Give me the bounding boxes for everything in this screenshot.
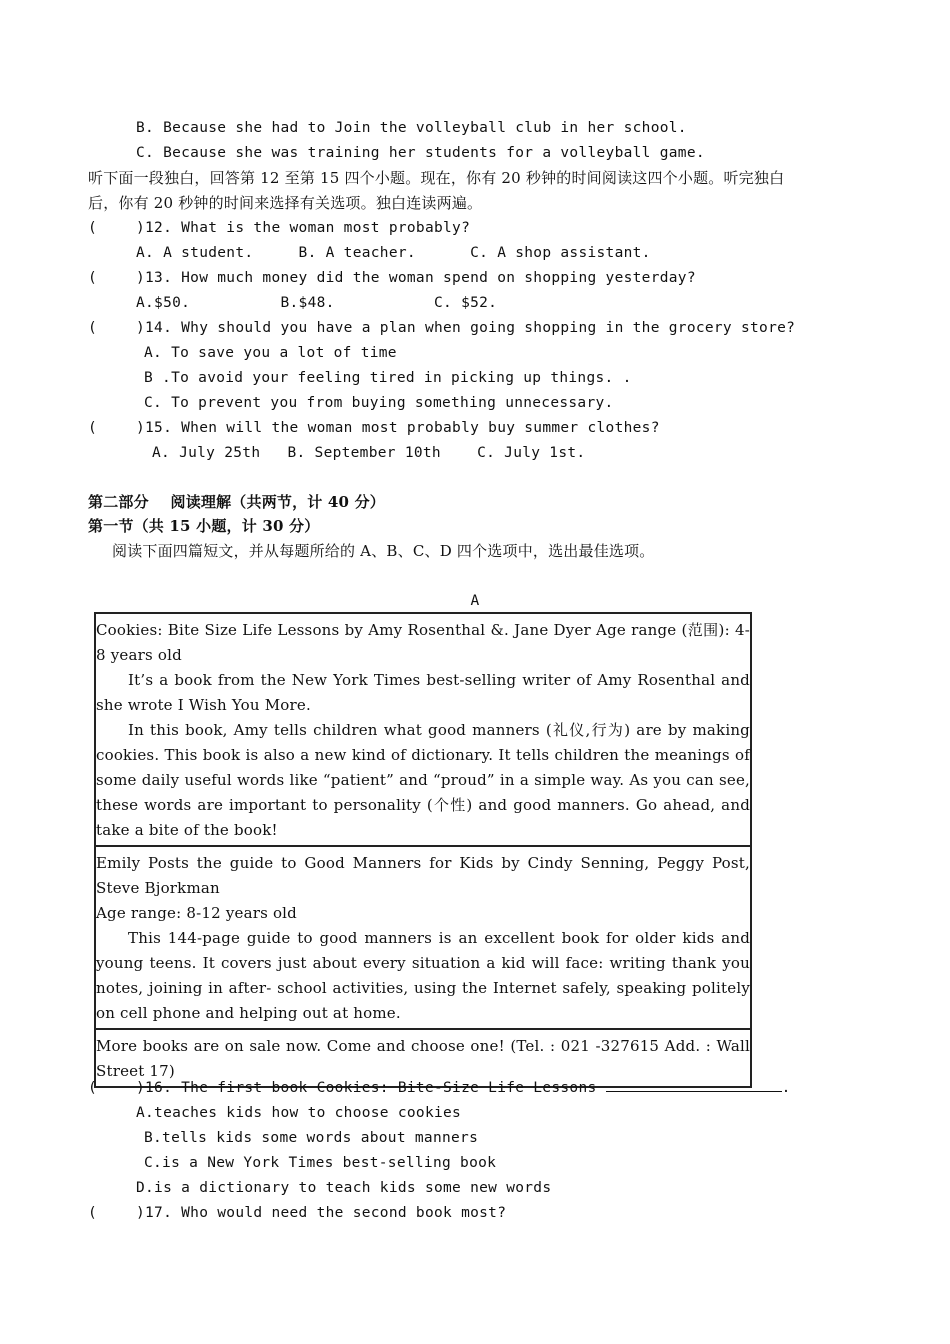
book1-cell xyxy=(96,614,750,847)
q14-paren: ( xyxy=(88,320,98,336)
section1-title: 第一节（共 15 小题，计 30 分） xyxy=(88,517,320,535)
book1-paragraph1: It’s a book from the New York Times best-selling writer of Amy Rosenthal and she wrote I Wish You More. xyxy=(96,671,750,714)
book1-paragraph2: In this book, Amy tells children what good manners (礼仪,行为) are by making cookies. This book is also a new kind of dictionary. It tells children the meanings of some daily useful words like “patient” and “proud” in a simple way. As you can see, these words are important to personality (个性) and good manners. Go ahead, and take a bite of the book! xyxy=(96,721,750,839)
q15-stem: )15. When will the woman most probably buy summer clothes? xyxy=(136,420,660,436)
monologue-instruction-line2: 后，你有 20 秒钟的时间来选择有关选项。独白连读两遍。 xyxy=(88,194,483,212)
q14-option-b: B .To avoid your feeling tired in picking up things. . xyxy=(144,370,632,386)
q12-paren: ( xyxy=(88,220,98,236)
book2-paragraph1: This 144-page guide to good manners is an excellent book for older kids and young teens. It covers just about every situation a kid will face: writing thank you notes, joining in after- school activities, using the Internet safely, speaking politely on cell phone and helping out at home. xyxy=(96,929,750,1022)
q16-option-c: C.is a New York Times best-selling book xyxy=(144,1155,497,1171)
q17-paren: ( xyxy=(88,1205,98,1221)
q16-option-a: A.teaches kids how to choose cookies xyxy=(136,1105,462,1121)
q11-option-b: B. Because she had to Join the volleyball club in her school. xyxy=(136,120,687,136)
q15-options: A. July 25th B. September 10th C. July 1st. xyxy=(152,445,586,461)
q14-stem: )14. Why should you have a plan when going shopping in the grocery store? xyxy=(136,320,796,336)
passage-label: A xyxy=(470,593,480,609)
q17-stem: )17. Who would need the second book most? xyxy=(136,1205,507,1221)
book2-title: Emily Posts the guide to Good Manners for Kids by Cindy Senning, Peggy Post, Steve Bjorkman xyxy=(96,854,750,897)
monologue-instruction-line1: 听下面一段独白，回答第 12 至第 15 四个小题。现在，你有 20 秒钟的时间阅读这四个小题。听完独白 xyxy=(88,169,785,187)
more-books-text: More books are on sale now. Come and choose one! (Tel. : 021 -327615 Add. : Wall Street 17) xyxy=(96,1037,750,1080)
q11-option-c: C. Because she was training her students for a volleyball game. xyxy=(136,145,705,161)
q13-stem: )13. How much money did the woman spend on shopping yesterday? xyxy=(136,270,696,286)
passage-a-box xyxy=(94,612,752,1088)
book2-age-range: Age range: 8-12 years old xyxy=(96,904,297,922)
q16-stem: )16. The first book Cookies: Bite-Size Life Lessons xyxy=(136,1080,597,1096)
q16-stem-line xyxy=(136,1076,791,1101)
q13-paren: ( xyxy=(88,270,98,286)
q16-answer-blank xyxy=(606,1077,782,1092)
q16-option-b: B.tells kids some words about manners xyxy=(144,1130,479,1146)
q13-options: A.$50. B.$48. C. $52. xyxy=(136,295,498,311)
q12-stem: )12. What is the woman most probably? xyxy=(136,220,471,236)
q14-option-a: A. To save you a lot of time xyxy=(144,345,397,361)
book1-title: Cookies: Bite Size Life Lessons by Amy Rosenthal &. Jane Dyer Age range (范围): 4-8 years old xyxy=(96,621,750,664)
q16-paren: ( xyxy=(88,1080,98,1096)
q15-paren: ( xyxy=(88,420,98,436)
section1-instruction: 阅读下面四篇短文，并从每题所给的 A、B、C、D 四个选项中，选出最佳选项。 xyxy=(112,542,655,560)
book2-cell xyxy=(96,847,750,1030)
q14-option-c: C. To prevent you from buying something unnecessary. xyxy=(144,395,614,411)
q16-option-d: D.is a dictionary to teach kids some new words xyxy=(136,1180,552,1196)
part2-title: 第二部分 阅读理解（共两节，计 40 分） xyxy=(88,493,386,511)
q12-options: A. A student. B. A teacher. C. A shop assistant. xyxy=(136,245,651,261)
q16-stem-end: . xyxy=(781,1080,791,1096)
